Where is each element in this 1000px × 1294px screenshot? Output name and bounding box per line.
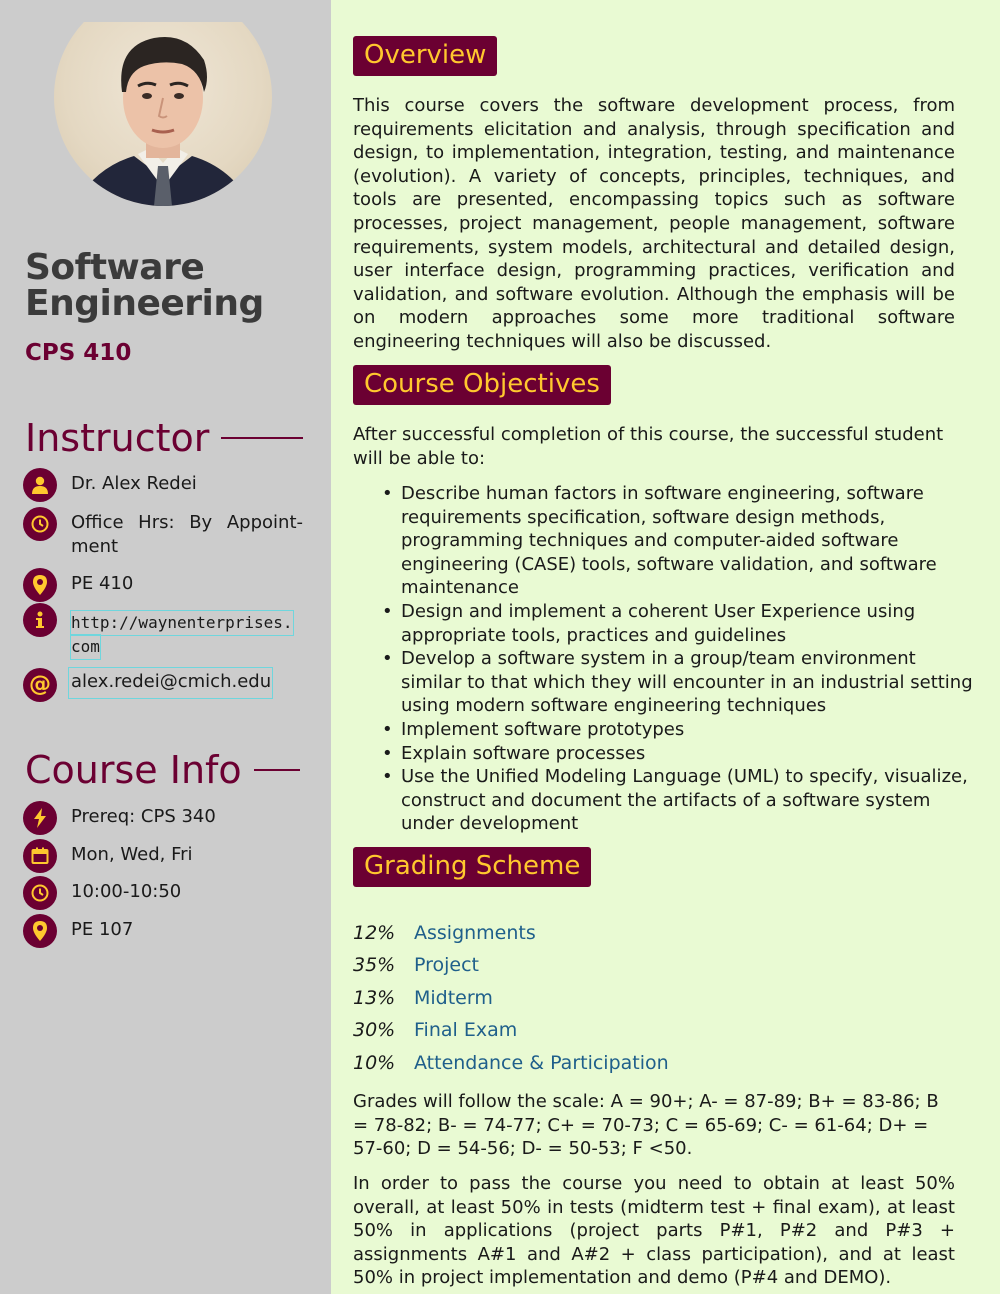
- grade-percent: 35%: [353, 954, 396, 976]
- grade-percent: 12%: [353, 922, 396, 944]
- office-hours-row: [23, 507, 303, 559]
- grade-percent: 10%: [353, 1052, 396, 1074]
- grade-row: [353, 1019, 517, 1041]
- course-info-heading-text: Course Info: [25, 748, 242, 792]
- grade-component: Final Exam: [414, 1019, 518, 1041]
- location-pin-icon: [23, 914, 57, 948]
- grade-row: [353, 954, 479, 976]
- email-link[interactable]: alex.redei@cmich.edu: [69, 668, 272, 698]
- email-row: [23, 668, 272, 702]
- instructor-heading-text: Instructor: [25, 416, 210, 460]
- office-hours: Office Hrs: By Appoint-ment: [71, 512, 303, 557]
- lightning-icon: [23, 801, 57, 835]
- website-line1[interactable]: http://waynenterprises.: [71, 611, 293, 635]
- clock-icon: [23, 507, 57, 541]
- pass-requirements: In order to pass the course you need to obtain at least 50% overall, at least 50% in tests (midterm test + final exam), at least 50% in applications (project parts P#1, P#2 and P#3 + assignments A#1 and A#2 + class participation), and at least 50% in project implementation and demo (P#4 and DEMO).: [353, 1173, 955, 1289]
- office-location: PE 410: [71, 573, 134, 594]
- user-icon: [23, 468, 57, 502]
- grade-percent: 30%: [353, 1019, 396, 1041]
- location-pin-icon: [23, 568, 57, 602]
- instructor-name-row: [23, 468, 197, 502]
- course-title: [25, 247, 264, 324]
- days-row: [23, 839, 193, 873]
- main-content: [331, 0, 1000, 1294]
- objectives-heading: Course Objectives: [353, 365, 611, 405]
- objective-item: • Develop a software system in a group/team environment similar to that which they will encounter in an industrial setting using modern software engineering techniques: [371, 647, 975, 718]
- objective-item: • Use the Unified Modeling Language (UML) to specify, visualize, construct and document the artifacts of a software system under development: [371, 765, 975, 836]
- objective-item: • Describe human factors in software engineering, software requirements specification, software design methods, programming techniques and computer-aided software engineering (CASE) tools, software validation, and software maintenance: [371, 482, 975, 600]
- objectives-list: [371, 482, 975, 836]
- objective-item: • Design and implement a coherent User Experience using appropriate tools, practices and guidelines: [371, 600, 975, 647]
- website-line2[interactable]: com: [71, 635, 100, 659]
- clock-icon: [23, 876, 57, 910]
- grade-component: Attendance & Participation: [414, 1052, 669, 1074]
- grade-row: [353, 922, 536, 944]
- overview-heading: Overview: [353, 36, 497, 76]
- course-title-line2: Engineering: [25, 283, 264, 324]
- class-days: Mon, Wed, Fri: [71, 844, 193, 865]
- objective-item: • Implement software prototypes: [371, 718, 975, 742]
- sidebar: [0, 0, 331, 1294]
- instructor-heading: [25, 416, 303, 460]
- calendar-icon: [23, 839, 57, 873]
- course-info-heading: [25, 748, 300, 792]
- website-link[interactable]: [71, 603, 293, 659]
- grade-component: Midterm: [414, 987, 493, 1009]
- grade-scale: Grades will follow the scale: A = 90+; A- = 87-89; B+ = 83-86; B = 78-82; B- = 74-77; C+ = 70-73; C = 65-69; C- = 61-64; D+ = 57-60; D = 54-56; D- = 50-53; F <50.: [353, 1091, 939, 1160]
- grade-component: Assignments: [414, 922, 536, 944]
- grade-row: [353, 1052, 669, 1074]
- at-sign-icon: @: [23, 668, 57, 702]
- heading-rule: [221, 437, 303, 439]
- class-time: 10:00-10:50: [71, 881, 182, 902]
- grading-heading: Grading Scheme: [353, 847, 591, 887]
- overview-text: This course covers the software development process, from requirements elicitation and analysis, through specification and design, to implementation, integration, testing, and maintenance (evolution). A variety of concepts, principles, techniques, and tools are presented, encompassing topics such as software processes, project management, people management, software requirements, system models, architectural and detailed design, user interface design, programming practices, verification and validation, and software evolution. Although the emphasis will be on modern approaches some more traditional software engineering techniques will also be discussed.: [353, 95, 955, 352]
- prereq: Prereq: CPS 340: [71, 806, 216, 827]
- objective-item: • Explain software processes: [371, 742, 975, 766]
- prereq-row: [23, 801, 216, 835]
- office-row: [23, 568, 133, 602]
- grade-percent: 13%: [353, 987, 396, 1009]
- objectives-intro: After successful completion of this course, the successful student will be able to:: [353, 424, 944, 469]
- instructor-photo: [54, 22, 272, 208]
- course-title-line1: Software: [25, 247, 205, 288]
- time-row: [23, 876, 181, 910]
- grade-row: [353, 987, 493, 1009]
- heading-rule: [254, 769, 300, 771]
- website-row: [23, 603, 293, 659]
- class-room: PE 107: [71, 919, 134, 940]
- instructor-name: Dr. Alex Redei: [71, 473, 197, 494]
- grade-component: Project: [414, 954, 480, 976]
- info-icon: [23, 603, 57, 637]
- course-code: CPS 410: [25, 340, 132, 366]
- room-row: [23, 914, 133, 948]
